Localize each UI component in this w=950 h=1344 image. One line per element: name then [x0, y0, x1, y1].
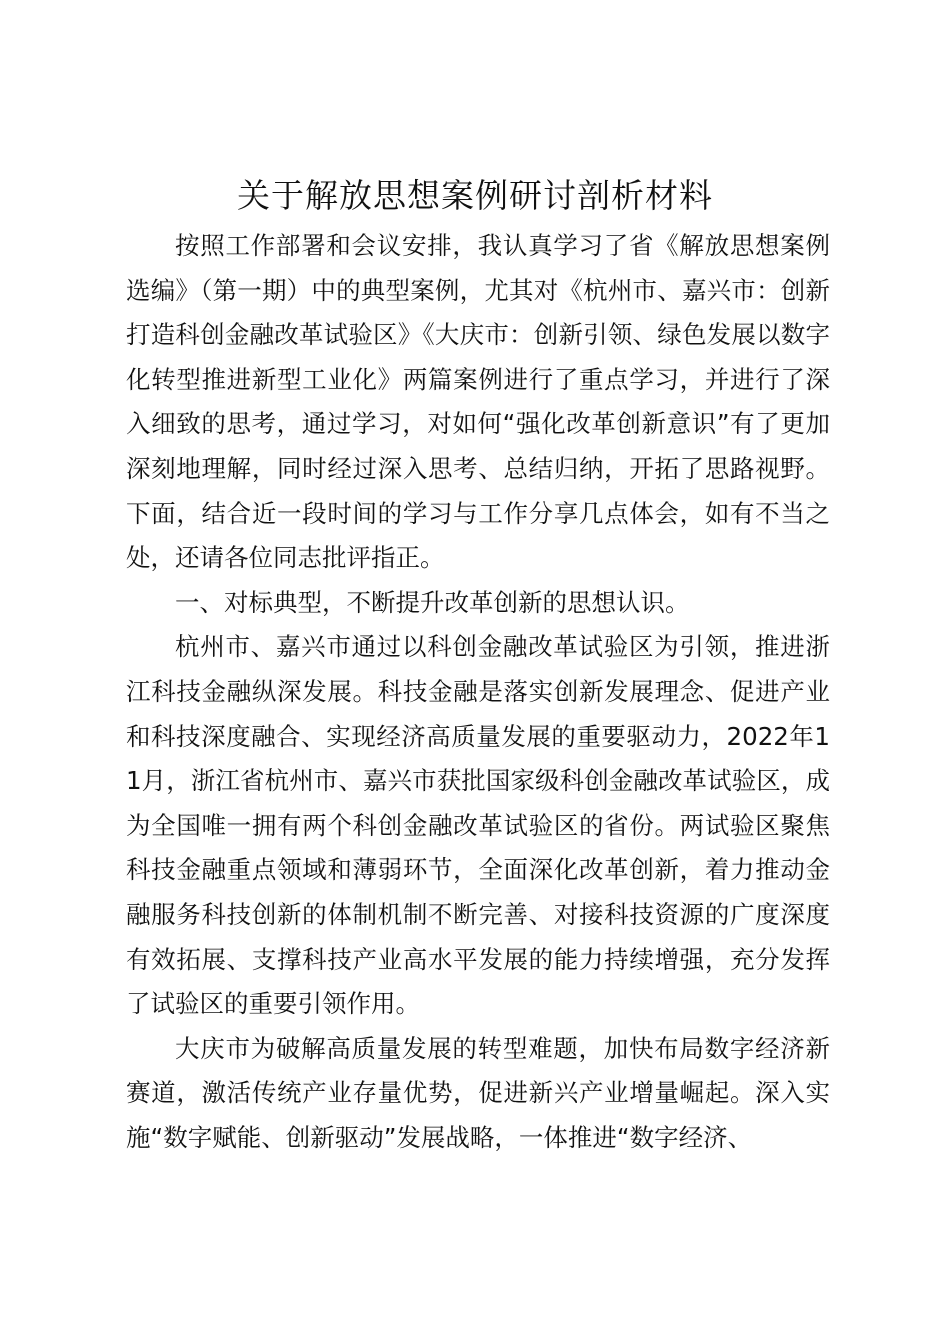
document-body — [126, 224, 830, 1160]
paragraph-daqing: 大庆市为破解高质量发展的转型难题，加快布局数字经济新赛道，激活传统产业存量优势，促进新兴产业增量崛起。深入实施“数字赋能、创新驱动”发展战略，一体推进“数字经济、 — [126, 1033, 830, 1152]
paragraph-intro: 按照工作部署和会议安排，我认真学习了省《解放思想案例选编》（第一期）中的典型案例，尤其对《杭州市、嘉兴市：创新打造科创金融改革试验区》《大庆市：创新引领、绿色发展以数字化转型推进新型工业化》两篇案例进行了重点学习，并进行了深入细致的思考，通过学习，对如何“强化改革创新意识”有了更加深刻地理解，同时经过深入思考、总结归纳，开拓了思路视野。下面，结合近一段时间的学习与工作分享几点体会，如有不当之处，还请各位同志批评指正。 — [126, 231, 830, 573]
document-title: 关于解放思想案例研讨剖析材料 — [237, 176, 713, 215]
section-heading-1: 一、对标典型，不断提升改革创新的思想认识。 — [175, 587, 690, 617]
paragraph-hangzhou-jiaxing: 杭州市、嘉兴市通过以科创金融改革试验区为引领，推进浙江科技金融纵深发展。科技金融是落实创新发展理念、促进产业和科技深度融合、实现经济高质量发展的重要驱动力，2022年11月，浙江省杭州市、嘉兴市获批国家级科创金融改革试验区，成为全国唯一拥有两个科创金融改革试验区的省份。两试验区聚焦科技金融重点领域和薄弱环节，全面深化改革创新，着力推动金融服务科技创新的体制机制不断完善、对接科技资源的广度深度有效拓展、支撑科技产业高水平发展的能力持续增强，充分发挥了试验区的重要引领作用。 — [126, 632, 830, 1019]
